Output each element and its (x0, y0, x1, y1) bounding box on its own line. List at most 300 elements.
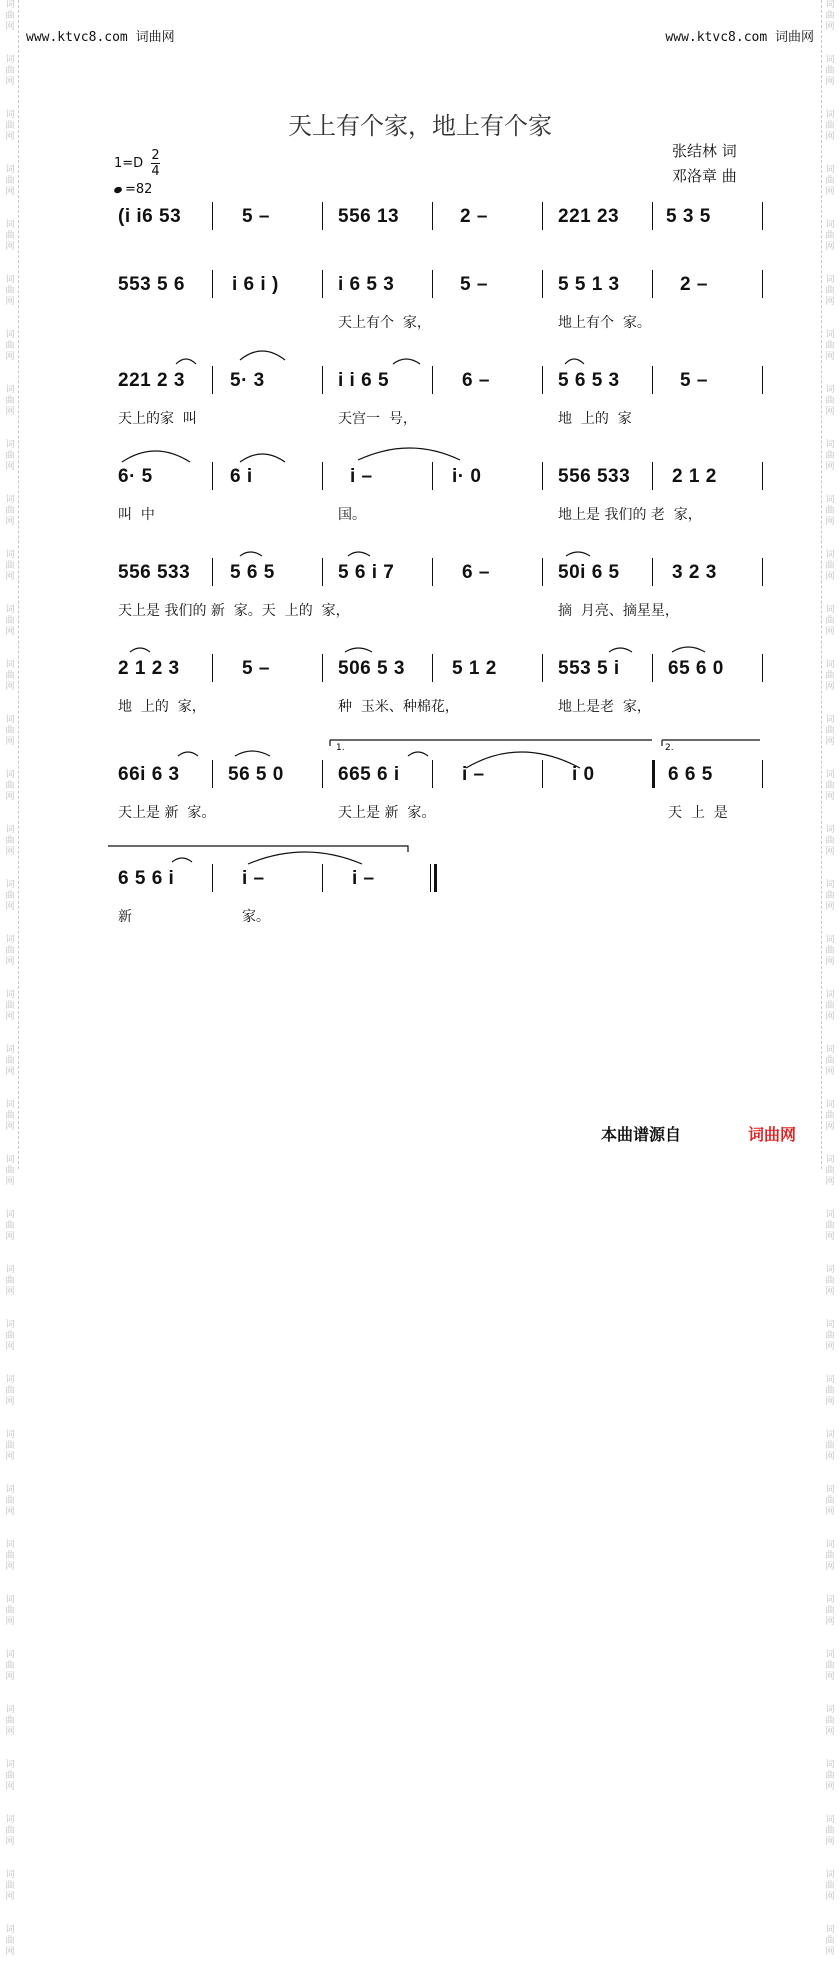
watermark-char: 网 (5, 22, 15, 32)
watermark-char: 网 (825, 1507, 835, 1517)
watermark-char: 词 (825, 990, 835, 1000)
lyric-line: 天上的家 叫 (118, 411, 197, 427)
slur (672, 647, 705, 652)
watermark-char: 词 (825, 715, 835, 725)
watermark-char: 网 (825, 187, 835, 197)
watermark-char: 曲 (5, 1936, 15, 1946)
watermark-char: 曲 (5, 286, 15, 296)
watermark-char: 网 (5, 957, 15, 967)
watermark-char: 词 (5, 55, 15, 65)
watermark-char: 词 (825, 165, 835, 175)
measure-notes: i – (462, 764, 485, 785)
watermark-char: 网 (825, 297, 835, 307)
lyric-line: 叫 中 (118, 507, 155, 523)
watermark-char: 网 (5, 1177, 15, 1187)
watermark-char: 曲 (825, 286, 835, 296)
time-sig-top: 2 (151, 148, 160, 163)
watermark-char: 曲 (5, 1881, 15, 1891)
watermark-char: 网 (5, 627, 15, 637)
watermark-char: 网 (825, 1287, 835, 1297)
watermark-char: 词 (825, 1155, 835, 1165)
watermark-char: 网 (5, 1617, 15, 1627)
watermark-char: 曲 (5, 1606, 15, 1616)
measure-notes: (i i6 53 (118, 206, 182, 227)
lyric-line: 地上是老 家， (558, 699, 651, 715)
footer-source-label: 本曲谱源自 (601, 1125, 682, 1144)
watermark-char: 词 (825, 330, 835, 340)
slur (122, 451, 190, 462)
measure-notes: 6 i (230, 466, 253, 487)
watermark-char: 词 (825, 1100, 835, 1110)
watermark-char: 网 (825, 77, 835, 87)
watermark-char: 曲 (825, 946, 835, 956)
watermark-char: 曲 (825, 1716, 835, 1726)
watermark-char: 词 (5, 880, 15, 890)
measure-notes: 5 – (242, 206, 270, 227)
watermark-char: 网 (825, 242, 835, 252)
watermark-char: 网 (825, 462, 835, 472)
watermark-char: 词 (825, 1650, 835, 1660)
watermark-char: 词 (825, 770, 835, 780)
watermark-char: 词 (5, 1650, 15, 1660)
watermark-char: 网 (825, 517, 835, 527)
watermark-char: 网 (5, 1452, 15, 1462)
watermark-char: 词 (825, 1210, 835, 1220)
watermark-char: 曲 (825, 396, 835, 406)
header-site-right[interactable]: www.ktvc8.com 词曲网 (665, 30, 814, 45)
watermark-char: 词 (5, 0, 15, 10)
watermark-char: 词 (825, 1815, 835, 1825)
watermark-char: 曲 (5, 1001, 15, 1011)
watermark-char: 曲 (5, 1166, 15, 1176)
watermark-char: 词 (5, 1760, 15, 1770)
watermark-char: 网 (825, 847, 835, 857)
watermark-char: 词 (5, 165, 15, 175)
watermark-char: 网 (825, 1782, 835, 1792)
lyric-line: 国。 (338, 507, 366, 523)
watermark-char: 词 (5, 1925, 15, 1935)
footer-brand-link[interactable]: 词曲网 (748, 1125, 797, 1144)
watermark-char: 网 (5, 572, 15, 582)
watermark-char: 词 (825, 935, 835, 945)
watermark-char: 词 (825, 825, 835, 835)
watermark-char: 曲 (825, 1001, 835, 1011)
slur (240, 454, 285, 462)
watermark-char: 词 (825, 275, 835, 285)
watermark-char: 曲 (5, 616, 15, 626)
measure-notes: i – (352, 868, 375, 889)
slur (408, 752, 428, 756)
lyric-line: 地 上的 家 (558, 411, 632, 427)
watermark-char: 网 (5, 187, 15, 197)
watermark-char: 词 (825, 1925, 835, 1935)
measure-notes: i – (350, 466, 373, 487)
watermark-char: 曲 (825, 1496, 835, 1506)
watermark-char: 词 (5, 1320, 15, 1330)
watermark-char: 词 (5, 495, 15, 505)
watermark-char: 曲 (825, 121, 835, 131)
watermark-char: 网 (5, 682, 15, 692)
watermark-char: 词 (5, 1100, 15, 1110)
measure-notes: 221 23 (558, 206, 620, 227)
watermark-char: 曲 (825, 561, 835, 571)
watermark-char: 曲 (5, 1551, 15, 1561)
watermark-char: 网 (825, 737, 835, 747)
watermark-char: 曲 (825, 1166, 835, 1176)
watermark-char: 曲 (5, 1716, 15, 1726)
watermark-char: 网 (825, 1727, 835, 1737)
measure-notes: 2 1 2 3 (118, 658, 180, 679)
lyricist-credit: 张结林 词 (672, 142, 737, 160)
measure-notes: 3 2 3 (672, 562, 717, 583)
measure-notes: 6 5 6 i (118, 868, 175, 889)
measure-notes: 221 2 3 (118, 370, 185, 391)
watermark-char: 词 (825, 440, 835, 450)
watermark-char: 曲 (5, 1386, 15, 1396)
watermark-char: 曲 (825, 781, 835, 791)
measure-notes: 5 – (242, 658, 270, 679)
measure-notes: 65 6 0 (668, 658, 724, 679)
watermark-char: 曲 (825, 66, 835, 76)
watermark-char: 曲 (825, 1056, 835, 1066)
measure-notes: i 6 5 3 (338, 274, 395, 295)
watermark-char: 网 (5, 1507, 15, 1517)
watermark-char: 词 (5, 990, 15, 1000)
watermark-char: 词 (825, 220, 835, 230)
watermark-char: 曲 (5, 231, 15, 241)
watermark-char: 曲 (825, 11, 835, 21)
watermark-char: 曲 (5, 1496, 15, 1506)
watermark-char: 网 (825, 902, 835, 912)
lyric-line: 新 (118, 909, 132, 925)
watermark-char: 词 (825, 55, 835, 65)
watermark-char: 词 (5, 1375, 15, 1385)
watermark-char: 词 (825, 1045, 835, 1055)
watermark-char: 曲 (825, 1881, 835, 1891)
watermark-char: 曲 (825, 1771, 835, 1781)
watermark-char: 网 (5, 902, 15, 912)
lyric-line: 种 玉米、种棉花， (338, 699, 459, 715)
lyric-line: 天上有个 家， (338, 315, 431, 331)
watermark-char: 词 (5, 330, 15, 340)
watermark-char: 曲 (5, 1771, 15, 1781)
lyric-line: 地上有个 家。 (558, 315, 651, 331)
watermark-char: 曲 (825, 231, 835, 241)
watermark-char: 词 (5, 1155, 15, 1165)
lyric-line: 摘 月亮、摘星星， (558, 603, 679, 619)
watermark-char: 曲 (5, 1221, 15, 1231)
watermark-char: 网 (825, 1672, 835, 1682)
measure-notes: 506 5 3 (338, 658, 405, 679)
watermark-char: 网 (5, 792, 15, 802)
volta-2-bracket (662, 740, 760, 746)
measure-notes: 6· 5 (118, 466, 153, 487)
watermark-char: 词 (5, 605, 15, 615)
watermark-char: 网 (825, 1837, 835, 1847)
watermark-char: 曲 (5, 726, 15, 736)
watermark-char: 词 (5, 770, 15, 780)
watermark-char: 词 (5, 1540, 15, 1550)
watermark-char: 网 (825, 1397, 835, 1407)
watermark-char: 网 (5, 1672, 15, 1682)
lyric-line: 家。 (242, 909, 270, 925)
measure-notes: 5 6 5 (230, 562, 275, 583)
song-title: 天上有个家，地上有个家 (288, 112, 552, 140)
watermark-char: 词 (5, 1045, 15, 1055)
watermark-char: 网 (825, 132, 835, 142)
watermark-char: 曲 (5, 836, 15, 846)
watermark-char: 网 (5, 1342, 15, 1352)
watermark-char: 曲 (825, 1936, 835, 1946)
slur (130, 648, 150, 652)
watermark-char: 词 (825, 1320, 835, 1330)
watermark-char: 曲 (5, 946, 15, 956)
slur (566, 552, 590, 556)
watermark-char: 曲 (825, 1221, 835, 1231)
watermark-char: 词 (825, 385, 835, 395)
watermark-char: 曲 (825, 451, 835, 461)
measure-notes: i· 0 (452, 466, 482, 487)
watermark-char: 网 (825, 1892, 835, 1902)
lyric-line: 地上是 我们的 老 家， (558, 507, 702, 523)
watermark-char: 网 (5, 1837, 15, 1847)
watermark-char: 曲 (825, 341, 835, 351)
watermark-char: 网 (5, 1397, 15, 1407)
watermark-char: 曲 (825, 1661, 835, 1671)
slur (348, 552, 370, 556)
measure-notes: 553 5 i (558, 658, 620, 679)
lyric-line: 天宫一 号， (338, 411, 417, 427)
watermark-char: 网 (825, 1342, 835, 1352)
watermark-char: 网 (5, 462, 15, 472)
measure-notes: 2 1 2 (672, 466, 717, 487)
measure-notes: 2 – (460, 206, 488, 227)
watermark-char: 曲 (5, 451, 15, 461)
watermark-char: 词 (5, 825, 15, 835)
watermark-char: 词 (5, 1815, 15, 1825)
watermark-char: 词 (825, 495, 835, 505)
watermark-char: 网 (5, 132, 15, 142)
watermark-char: 网 (825, 22, 835, 32)
watermark-char: 曲 (825, 1276, 835, 1286)
watermark-char: 曲 (5, 396, 15, 406)
watermark-char: 曲 (825, 506, 835, 516)
lyric-line: 天上是 新 家。 (338, 805, 436, 821)
tempo-value: =82 (125, 182, 153, 197)
watermark-char: 曲 (5, 1276, 15, 1286)
watermark-char: 词 (5, 275, 15, 285)
watermark-char: 网 (825, 792, 835, 802)
measure-notes: 5 3 5 (666, 206, 711, 227)
watermark-char: 词 (5, 1705, 15, 1715)
watermark-char: 曲 (5, 781, 15, 791)
watermark-char: 曲 (5, 891, 15, 901)
slur (358, 448, 460, 460)
watermark-char: 网 (5, 1892, 15, 1902)
watermark-char: 词 (5, 550, 15, 560)
composer-credit: 邓洛章 曲 (672, 167, 737, 185)
measure-notes: 553 5 6 (118, 274, 185, 295)
watermark-char: 网 (825, 1947, 835, 1957)
measure-notes: 5 6 5 3 (558, 370, 620, 391)
watermark-char: 网 (825, 627, 835, 637)
watermark-char: 词 (825, 1595, 835, 1605)
watermark-char: 曲 (5, 1331, 15, 1341)
slur (172, 858, 192, 862)
watermark-char: 词 (825, 1265, 835, 1275)
slur (609, 648, 632, 652)
measure-notes: 5 1 2 (452, 658, 497, 679)
slur (240, 351, 285, 360)
watermark-char: 网 (825, 1617, 835, 1627)
slur (235, 751, 270, 756)
measure-notes: 5· 3 (230, 370, 265, 391)
watermark-char: 曲 (5, 1441, 15, 1451)
watermark-char: 词 (825, 1760, 835, 1770)
watermark-char: 词 (5, 935, 15, 945)
watermark-char: 曲 (825, 1386, 835, 1396)
watermark-char: 词 (5, 1870, 15, 1880)
watermark-char: 网 (5, 1727, 15, 1737)
key-label: 1=D (114, 156, 144, 171)
measure-notes: 5 6 i 7 (338, 562, 395, 583)
watermark-char: 曲 (825, 1826, 835, 1836)
measure-notes: i – (242, 868, 265, 889)
watermark-char: 网 (825, 1177, 835, 1187)
volta-1-bracket (330, 740, 652, 746)
measure-notes: 5 5 1 3 (558, 274, 620, 295)
watermark-char: 词 (5, 440, 15, 450)
watermark-char: 曲 (825, 176, 835, 186)
slur (565, 359, 584, 364)
watermark-char: 网 (5, 847, 15, 857)
lyric-line: 天 上 是 (668, 805, 728, 821)
volta-2-continuation (108, 846, 408, 852)
measure-notes: 6 6 5 (668, 764, 713, 785)
header-site-left[interactable]: www.ktvc8.com 词曲网 (26, 30, 175, 45)
watermark-char: 网 (825, 572, 835, 582)
watermark-char: 曲 (5, 66, 15, 76)
watermark-char: 网 (5, 1947, 15, 1957)
watermark-char: 曲 (825, 836, 835, 846)
watermark-char: 曲 (5, 1056, 15, 1066)
watermark-char: 词 (5, 660, 15, 670)
measure-notes: 6 – (462, 370, 490, 391)
watermark-char: 曲 (5, 121, 15, 131)
time-sig-bottom: 4 (151, 164, 160, 179)
watermark-char: 词 (5, 1485, 15, 1495)
watermark-char: 词 (5, 1430, 15, 1440)
watermark-char: 网 (5, 1012, 15, 1022)
measure-notes: 665 6 i (338, 764, 400, 785)
watermark-char: 曲 (5, 1111, 15, 1121)
watermark-char: 网 (825, 1012, 835, 1022)
watermark-char: 曲 (5, 1826, 15, 1836)
measure-notes: 66i 6 3 (118, 764, 180, 785)
watermark-char: 曲 (5, 561, 15, 571)
watermark-char: 网 (825, 1122, 835, 1132)
volta-2-label: 2. (665, 743, 674, 753)
watermark-char: 网 (5, 1287, 15, 1297)
watermark-char: 词 (5, 220, 15, 230)
watermark-char: 曲 (825, 671, 835, 681)
watermark-char: 曲 (5, 176, 15, 186)
watermark-char: 网 (5, 1562, 15, 1572)
watermark-char: 曲 (5, 341, 15, 351)
watermark-char: 词 (825, 550, 835, 560)
watermark-char: 网 (5, 407, 15, 417)
measure-notes: 2 – (680, 274, 708, 295)
watermark-char: 网 (5, 1782, 15, 1792)
slur (345, 648, 372, 652)
watermark-char: 词 (5, 1210, 15, 1220)
watermark-char: 曲 (825, 1441, 835, 1451)
measure-notes: 6 – (462, 562, 490, 583)
measure-notes: 556 13 (338, 206, 400, 227)
watermark-char: 网 (5, 242, 15, 252)
measure-notes: 556 533 (558, 466, 631, 487)
watermark-char: 网 (5, 1067, 15, 1077)
watermark-char: 词 (825, 1540, 835, 1550)
watermark-char: 词 (5, 110, 15, 120)
watermark-char: 网 (825, 407, 835, 417)
slur (176, 359, 196, 364)
watermark-char: 词 (825, 1430, 835, 1440)
slur (393, 359, 420, 364)
watermark-char: 曲 (5, 1661, 15, 1671)
measure-notes: 5 – (680, 370, 708, 391)
watermark-char: 词 (825, 660, 835, 670)
watermark-char: 词 (825, 0, 835, 10)
measure-notes: i 0 (572, 764, 595, 785)
watermark-char: 词 (825, 1870, 835, 1880)
watermark-char: 网 (5, 737, 15, 747)
measure-notes: 56 5 0 (228, 764, 284, 785)
slur (240, 552, 262, 556)
watermark-char: 词 (5, 1265, 15, 1275)
lyric-line: 天上是 我们的 新 家。天 上的 家， (118, 603, 350, 619)
lyric-line: 地 上的 家， (118, 699, 206, 715)
slur (248, 852, 362, 864)
watermark-char: 曲 (825, 1111, 835, 1121)
watermark-char: 曲 (825, 1331, 835, 1341)
watermark-char: 网 (5, 352, 15, 362)
watermark-char: 词 (825, 880, 835, 890)
lyric-line: 天上是 新 家。 (118, 805, 216, 821)
measure-notes: 50i 6 5 (558, 562, 620, 583)
watermark-char: 网 (825, 1067, 835, 1077)
watermark-char: 词 (825, 1705, 835, 1715)
watermark-char: 词 (825, 605, 835, 615)
watermark-char: 词 (5, 1595, 15, 1605)
watermark-char: 网 (5, 77, 15, 87)
watermark-char: 曲 (825, 1551, 835, 1561)
watermark-char: 网 (825, 1562, 835, 1572)
slur (466, 752, 580, 768)
watermark-char: 网 (825, 352, 835, 362)
watermark-char: 词 (825, 1485, 835, 1495)
watermark-char: 网 (825, 1452, 835, 1462)
watermark-char: 词 (825, 110, 835, 120)
slur (178, 752, 198, 756)
watermark-char: 网 (5, 297, 15, 307)
watermark-char: 曲 (825, 726, 835, 736)
watermark-char: 词 (5, 385, 15, 395)
watermark-char: 曲 (825, 616, 835, 626)
watermark-char: 网 (5, 517, 15, 527)
watermark-char: 词 (825, 1375, 835, 1385)
watermark-char: 词 (5, 715, 15, 725)
